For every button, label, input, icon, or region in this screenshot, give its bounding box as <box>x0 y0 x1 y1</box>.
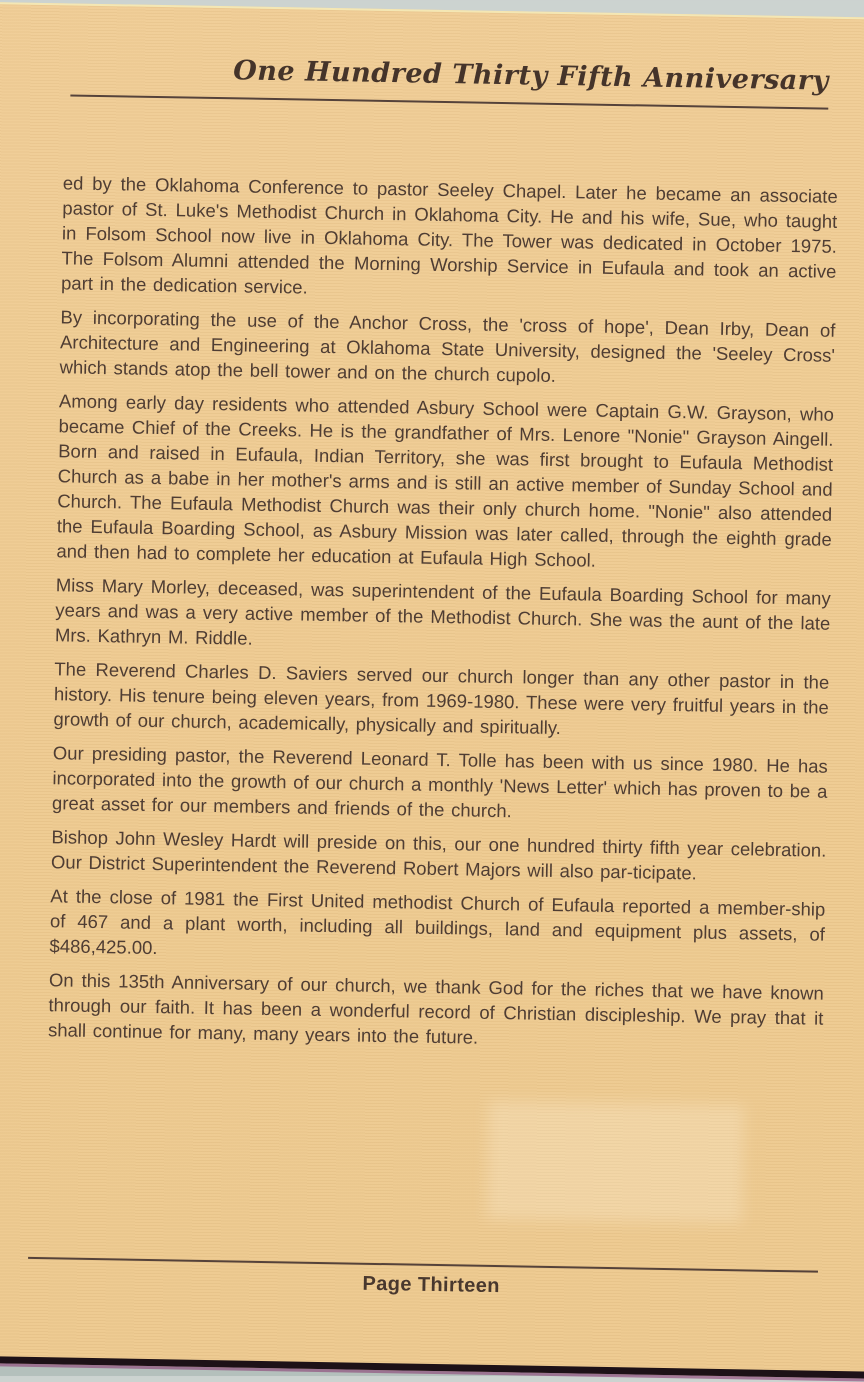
paragraph: The Reverend Charles D. Saviers served our church longer than any other pastor in the history. His tenure being eleven years, from 1969-1980. These were very fruitful years in the growth of our church, academically, physically and spiritually. <box>53 658 830 739</box>
paragraph: ed by the Oklahoma Conference to pastor Seeley Chapel. Later he became an associate pastor of St. Luke's Methodist Church in Oklahoma City. He and his wife, Sue, who taught in Folsom School now live in Oklahoma City. The Tower was dedicated in October 1975. The Folsom Alumni attended the Morning Worship Service in Eufaula and took an active part in the dedication service. <box>60 172 838 298</box>
body-text <box>48 170 838 1055</box>
paragraph: At the close of 1981 the First United methodist Church of Eufaula reported a member-ship of 467 and a plant worth, including all buildings, land and equipment plus assets, of $486,425.00. <box>49 885 826 959</box>
paragraph: Our presiding pastor, the Reverend Leonard T. Tolle has been with us since 1980. He has incorporated into the growth of our church a monthly 'News Letter' which has proven to be a great asset for our members and friends of the church. <box>51 742 828 822</box>
page-header <box>0 4 864 111</box>
paragraph: By incorporating the use of the Anchor Cross, the 'cross of hope', Dean Irby, Dean of Architecture and Engineering at Oklahoma State University, designed the 'Seeley Cross' which stands atop the bell tower and on the church cupolo. <box>59 306 836 386</box>
page-title: One Hundred Thirty Fifth Anniversary <box>233 55 830 97</box>
paragraph: Among early day residents who attended Asbury School were Captain G.W. Grayson, who became Chief of the Creeks. He is the grandfather of Mrs. Lenore "Nonie" Grayson Aingell. Born and raised in Eufaula, Indian Territory, she was first brought to Eufaula Methodist Church as a babe in her mother's arms and is still an active member of Sunday School and Church. The Eufaula Methodist Church was their only church home. "Nonie" also attended the Eufaula Boarding School, as Asbury Mission was later called, through the eighth grade and then had to complete her education at Eufaula High School. <box>56 390 835 571</box>
scan-artifact-patch <box>487 1101 744 1223</box>
scanned-page <box>0 2 864 1378</box>
page-footer <box>0 1256 864 1305</box>
paragraph: Bishop John Wesley Hardt will preside on this, our one hundred thirty fifth year celebration. Our District Superintendent the Reverend Robert Majors will also par-ticipate. <box>50 826 827 884</box>
paragraph: On this 135th Anniversary of our church, we thank God for the riches that we have known through our faith. It has been a wonderful record of Christian discipleship. We pray that it shall continue for many, many years into the future. <box>47 969 825 1048</box>
page-number: Page Thirteen <box>362 1272 501 1298</box>
paragraph: Miss Mary Morley, deceased, was superintendent of the Eufaula Boarding School for many years and was a very active member of the Methodist Church. She was the aunt of the late Mrs. Kathryn M. Riddle. <box>54 574 831 649</box>
header-rule <box>70 94 828 109</box>
